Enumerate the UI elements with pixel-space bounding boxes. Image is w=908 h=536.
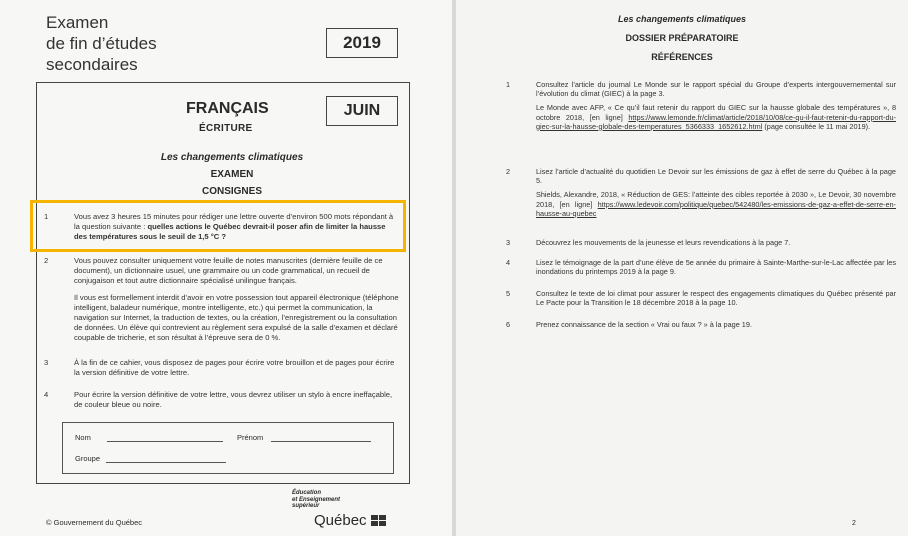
instruction-number: 1: [44, 212, 49, 221]
instruction-3: [44, 358, 400, 385]
citation-text: Le Monde avec AFP, « Ce qu’il faut retenir du rapport du GIEC sur la hausse globale des températures », 8 octobre 2018, [en ligne]: [536, 103, 896, 122]
instruction-paragraph: À la fin de ce cahier, vous disposez de pages pour écrire votre brouillon et de pages pour écrire la version définitive de votre lettre.: [74, 358, 395, 377]
reference-2: [506, 167, 896, 223]
instruction-4: [44, 390, 400, 417]
fleur-de-lis-flag-icon: [371, 515, 386, 526]
exam-label: EXAMEN: [210, 169, 254, 180]
exam-title-line: Examen: [46, 13, 109, 32]
nom-label: Nom: [75, 433, 91, 442]
reference-number: 3: [506, 238, 511, 247]
instruction-2: [44, 256, 400, 350]
instruction-number: 4: [44, 390, 49, 399]
instruction-paragraph: Vous pouvez consulter uniquement votre feuille de notes manuscrites (dernière feuille de ce document), un dictionnaire usuel, une grammaire ou un code grammatical, un recueil de conjugaison et tout autre dictionnaire spécialisé unilingue français.: [74, 256, 383, 285]
reference-paragraph: Prenez connaissance de la section « Vrai ou faux ? » à la page 19.: [536, 320, 752, 329]
copyright: © Gouvernement du Québec: [46, 518, 142, 527]
reference-3: [506, 238, 896, 252]
exam-topic: Les changements climatiques: [160, 152, 304, 163]
reference-number: 6: [506, 320, 511, 329]
logo-name: Québec: [314, 511, 367, 529]
logo-line: et Enseignement: [292, 496, 341, 503]
instruction-question: quelles actions le Québec devrait-il poser afin de limiter la hausse des températures sous le seuil de 1,5 °C ?: [74, 222, 386, 241]
groupe-field[interactable]: [106, 454, 226, 463]
prenom-label: Prénom: [237, 433, 264, 442]
prenom-field[interactable]: [271, 433, 371, 442]
instruction-paragraph: Pour écrire la version définitive de votre lettre, vous devrez utiliser un stylo à encre ineffaçable, de couleur bleue ou noire.: [74, 390, 393, 409]
reference-paragraph: Lisez le témoignage de la part d’une élève de 5e année du primaire à Sainte-Marthe-sur-le-Lac affectée par les inondations du printemps 2019 à la page 9.: [536, 258, 896, 277]
reference-1: [506, 80, 896, 136]
right-topic: Les changements climatiques: [617, 14, 747, 24]
page-number: 2: [852, 520, 856, 527]
reference-paragraph: Consultez l’article du journal Le Monde sur le rapport spécial du Groupe d’experts intergouvernemental sur l’évolution du climat (GIEC) à la page 3.: [536, 80, 896, 99]
reference-number: 4: [506, 258, 511, 267]
reference-link[interactable]: https://www.ledevoir.com/politique/quebec/542480/les-emissions-de-gaz-a-effet-de-serre-en-hausse-au-quebec: [536, 199, 896, 218]
reference-4: [506, 258, 896, 281]
exam-title-line: de fin d’études: [46, 34, 157, 53]
reference-paragraph: Découvrez les mouvements de la jeunesse et leurs revendications à la page 7.: [536, 238, 791, 247]
subject-title: FRANÇAIS: [186, 100, 269, 117]
references-heading: RÉFÉRENCES: [651, 52, 713, 62]
reference-citation: [536, 190, 896, 218]
reference-number: 2: [506, 167, 511, 176]
logo-line: supérieur: [292, 503, 320, 509]
reference-number: 1: [506, 80, 511, 89]
exam-title: [46, 12, 157, 75]
quebec-logo: [292, 490, 386, 529]
instruction-paragraph: Il vous est formellement interdit d’avoir en votre possession tout appareil électronique (téléphone intelligent, baladeur numérique, montre intelligente, etc.) qui permet la communication, la navigation sur Internet, la traduction de textes, ou la création, l’enregistrement ou la consultation de données. Un élève qui contrevient au règlement sera expulsé de la salle d’examen et déclaré coupable de tricherie, et son résultat à l’épreuve sera de 0 %.: [74, 293, 399, 342]
student-info-box: [62, 422, 394, 474]
nom-field[interactable]: [107, 433, 223, 442]
reference-number: 5: [506, 289, 511, 298]
highlight-box: [30, 200, 406, 252]
reference-paragraph: Lisez l’article d’actualité du quotidien Le Devoir sur les émissions de gaz à effet de serre du Québec à la page 5.: [536, 167, 896, 186]
instruction-number: 3: [44, 358, 49, 367]
logo-line: Éducation: [292, 490, 322, 496]
year-box: 2019: [326, 28, 398, 58]
citation-after: (page consultée le 11 mai 2019).: [762, 121, 871, 131]
citation-text: Shields, Alexandre, 2018, « Réduction de GES: l’atteinte des cibles reportée à 2030 », Le Devoir, 30 novembre 2018, [en ligne]: [536, 190, 896, 209]
subject-subtitle: ÉCRITURE: [199, 123, 253, 134]
reference-6: [506, 320, 896, 334]
consignes-heading: CONSIGNES: [201, 186, 262, 197]
reference-paragraph: Consultez le texte de loi climat pour assurer le respect des engagements climatiques du Québec présenté par Le Pacte pour la Transition le 18 décembre 2018 à la page 10.: [536, 289, 896, 308]
exam-title-line: secondaires: [46, 55, 138, 74]
reference-link[interactable]: https://www.lemonde.fr/climat/article/2018/10/08/ce-qu-il-faut-retenir-du-rapport-du-giec-sur-la-hausse-globale-des-temperatures_5366333_1652612.html: [536, 112, 896, 131]
month-box: JUIN: [326, 96, 398, 126]
instruction-number: 2: [44, 256, 49, 265]
reference-citation: [536, 103, 896, 131]
dossier-heading: DOSSIER PRÉPARATOIRE: [625, 33, 739, 43]
reference-5: [506, 289, 896, 312]
instruction-text: Vous avez 3 heures 15 minutes pour rédiger une lettre ouverte d’environ 500 mots répondant à la question suivante :: [74, 212, 394, 231]
groupe-label: Groupe: [75, 454, 101, 463]
